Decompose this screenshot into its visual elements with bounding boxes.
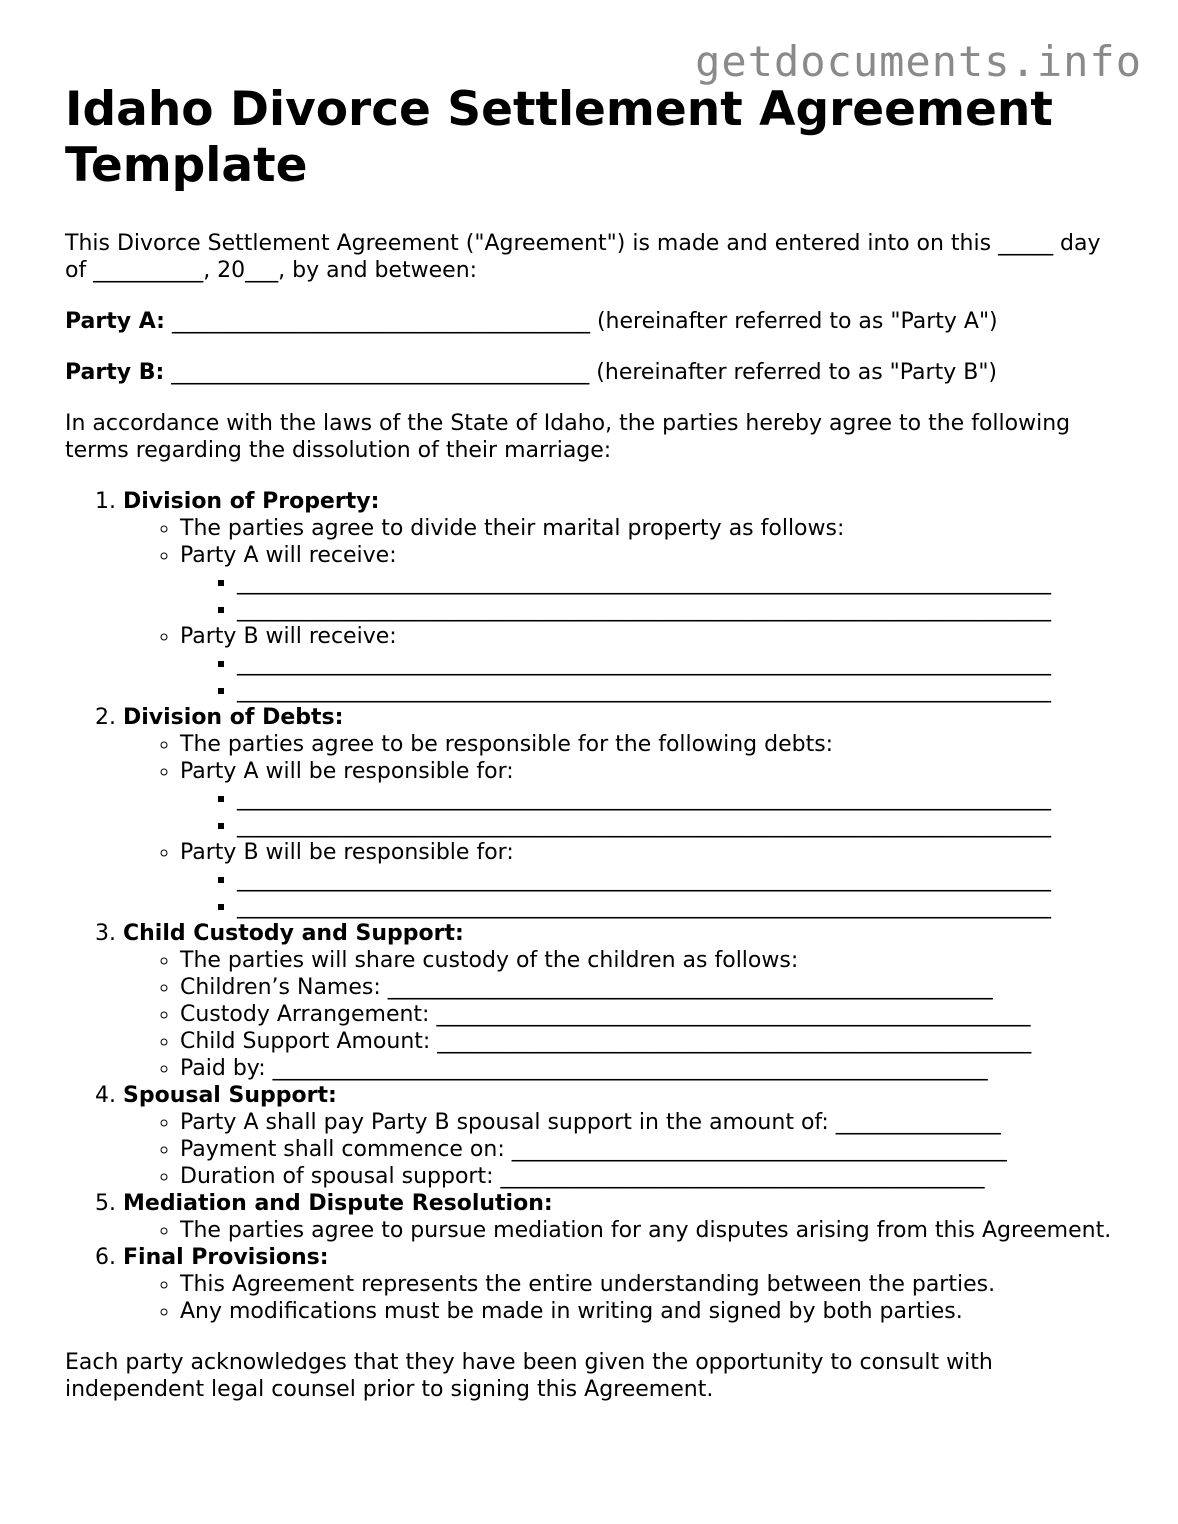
list-item: ◦ Party A will be responsible for: ▪ __________________________________________________________________________ ▪ __________________________________________________________________________ xyxy=(180,758,1125,839)
watermark: getdocuments.info xyxy=(695,37,1142,86)
list-item: ◦ The parties agree to be responsible for the following debts: xyxy=(180,731,1125,758)
sub-list xyxy=(123,515,1125,704)
party-a-line xyxy=(65,308,1125,335)
blank-line: ▪ __________________________________________________________________________ xyxy=(237,569,1125,596)
list-item: ◦ Custody Arrangement: ______________________________________________________ xyxy=(180,1001,1125,1028)
terms-list xyxy=(65,488,1125,1325)
blank-line: ▪ __________________________________________________________________________ xyxy=(237,866,1125,893)
sub-list xyxy=(123,731,1125,920)
list-item: ◦ Party B will be responsible for: ▪ __________________________________________________________________________ ▪ __________________________________________________________________________ xyxy=(180,839,1125,920)
list-item: ◦ The parties agree to divide their marital property as follows: xyxy=(180,515,1125,542)
sub-list xyxy=(123,947,1125,1082)
section-spousal xyxy=(123,1082,1125,1190)
section-custody xyxy=(123,920,1125,1082)
blank-line: ▪ __________________________________________________________________________ xyxy=(237,596,1125,623)
accordance-paragraph: In accordance with the laws of the State of Idaho, the parties hereby agree to the following terms regarding the dissolution of their marriage: xyxy=(65,411,1071,463)
closing-paragraph: Each party acknowledges that they have been given the opportunity to consult with independent legal counsel prior to signing this Agreement. xyxy=(65,1350,993,1402)
section-heading: Child Custody and Support: xyxy=(123,921,464,946)
blank-line: ▪ __________________________________________________________________________ xyxy=(237,650,1125,677)
party-a-label: Party A: xyxy=(65,309,165,334)
list-item: ◦ The parties agree to pursue mediation for any disputes arising from this Agreement. xyxy=(180,1217,1125,1244)
blank-line: ▪ __________________________________________________________________________ xyxy=(237,785,1125,812)
blank-line: ▪ __________________________________________________________________________ xyxy=(237,677,1125,704)
section-final xyxy=(123,1244,1125,1325)
party-b-text: ______________________________________ (hereinafter referred to as "Party B") xyxy=(164,360,998,385)
list-item: ◦ Children’s Names: _______________________________________________________ xyxy=(180,974,1125,1001)
list-item: ◦ Child Support Amount: ______________________________________________________ xyxy=(180,1028,1125,1055)
blank-lines xyxy=(180,650,1125,704)
section-heading: Division of Debts: xyxy=(123,705,344,730)
section-heading: Mediation and Dispute Resolution: xyxy=(123,1191,553,1216)
list-item: ◦ This Agreement represents the entire understanding between the parties. xyxy=(180,1271,1125,1298)
list-item: ◦ Any modifications must be made in writing and signed by both parties. xyxy=(180,1298,1125,1325)
sub-list xyxy=(123,1217,1125,1244)
section-heading: Spousal Support: xyxy=(123,1083,337,1108)
party-b-line xyxy=(65,359,1125,386)
list-item: ◦ Party A will receive: ▪ __________________________________________________________________________ ▪ __________________________________________________________________________ xyxy=(180,542,1125,623)
list-item: ◦ Party A shall pay Party B spousal support in the amount of: _______________ xyxy=(180,1109,1125,1136)
blank-lines xyxy=(180,866,1125,920)
section-heading: Final Provisions: xyxy=(123,1245,329,1270)
document-body xyxy=(65,82,1125,1403)
sub-list xyxy=(123,1109,1125,1190)
blank-line: ▪ __________________________________________________________________________ xyxy=(237,893,1125,920)
blank-lines xyxy=(180,785,1125,839)
list-item: ◦ Paid by: _________________________________________________________________ xyxy=(180,1055,1125,1082)
intro-paragraph: This Divorce Settlement Agreement ("Agreement") is made and entered into on this _____ day of __________, 20___, by and between: xyxy=(65,231,1101,283)
list-item: ◦ Payment shall commence on: _____________________________________________ xyxy=(180,1136,1125,1163)
list-item: ◦ Duration of spousal support: ____________________________________________ xyxy=(180,1163,1125,1190)
section-heading: Division of Property: xyxy=(123,489,380,514)
blank-lines xyxy=(180,569,1125,623)
document-title: Idaho Divorce Settlement Agreement Template xyxy=(65,82,1053,193)
party-b-label: Party B: xyxy=(65,360,165,385)
sub-list xyxy=(123,1271,1125,1325)
section-debts xyxy=(123,704,1125,920)
blank-line: ▪ __________________________________________________________________________ xyxy=(237,812,1125,839)
list-item: ◦ The parties will share custody of the children as follows: xyxy=(180,947,1125,974)
section-property xyxy=(123,488,1125,704)
section-mediation xyxy=(123,1190,1125,1244)
party-a-text: ______________________________________ (hereinafter referred to as "Party A") xyxy=(164,309,998,334)
list-item: ◦ Party B will receive: ▪ __________________________________________________________________________ ▪ __________________________________________________________________________ xyxy=(180,623,1125,704)
